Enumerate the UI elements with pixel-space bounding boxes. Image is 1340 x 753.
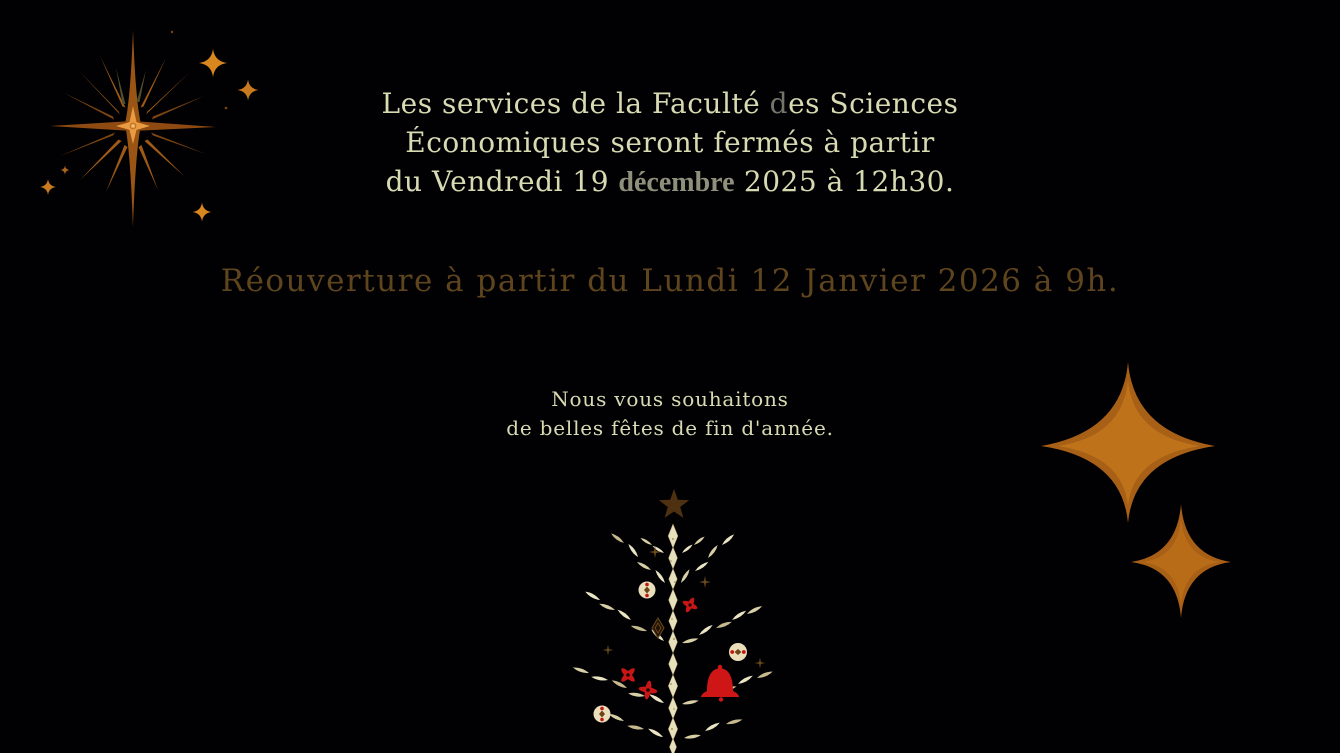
reopening-notice: Réouverture à partir du Lundi 12 Janvier 2026 à 9h. — [220, 263, 1120, 299]
tree-top-star — [659, 489, 689, 518]
announcement-line1-dim-letter: d — [769, 87, 789, 120]
announcement-line3-month: décembre — [618, 167, 735, 198]
announcement-line-1 — [0, 84, 1340, 123]
mini-sparkle-icon — [649, 546, 661, 558]
bauble-ornament — [594, 706, 611, 723]
christmas-tree-icon — [540, 479, 820, 753]
announcement-line3-lead: du Vendredi 19 — [385, 165, 619, 198]
mini-sparkle-icon — [755, 658, 766, 669]
announcement-line1-lead: Les services de la Faculté — [381, 87, 770, 120]
announcement-line-3 — [0, 162, 1340, 202]
wishes-line-1: Nous vous souhaitons — [551, 387, 789, 411]
red-flower-ornament — [620, 667, 637, 684]
announcement-line-2: Économiques seront fermés à partir — [405, 126, 935, 159]
sparkle-stars-icon — [1030, 360, 1340, 640]
wishes-line-2: de belles fêtes de fin d'année. — [506, 416, 834, 440]
diamond-ornament — [652, 618, 664, 638]
red-flower-ornament — [682, 597, 699, 614]
closure-announcement — [0, 84, 1340, 202]
announcement-line1-tail: es Sciences — [788, 87, 959, 120]
announcement-line3-tail: 2025 à 12h30. — [734, 165, 955, 198]
bell-ornament — [701, 665, 739, 702]
mini-sparkle-icon — [699, 576, 711, 588]
tree-trunk — [668, 524, 678, 753]
mini-sparkle-icon — [603, 645, 614, 656]
tree-ornaments — [594, 546, 766, 723]
bauble-ornament — [639, 582, 656, 599]
bauble-ornament — [729, 643, 747, 661]
